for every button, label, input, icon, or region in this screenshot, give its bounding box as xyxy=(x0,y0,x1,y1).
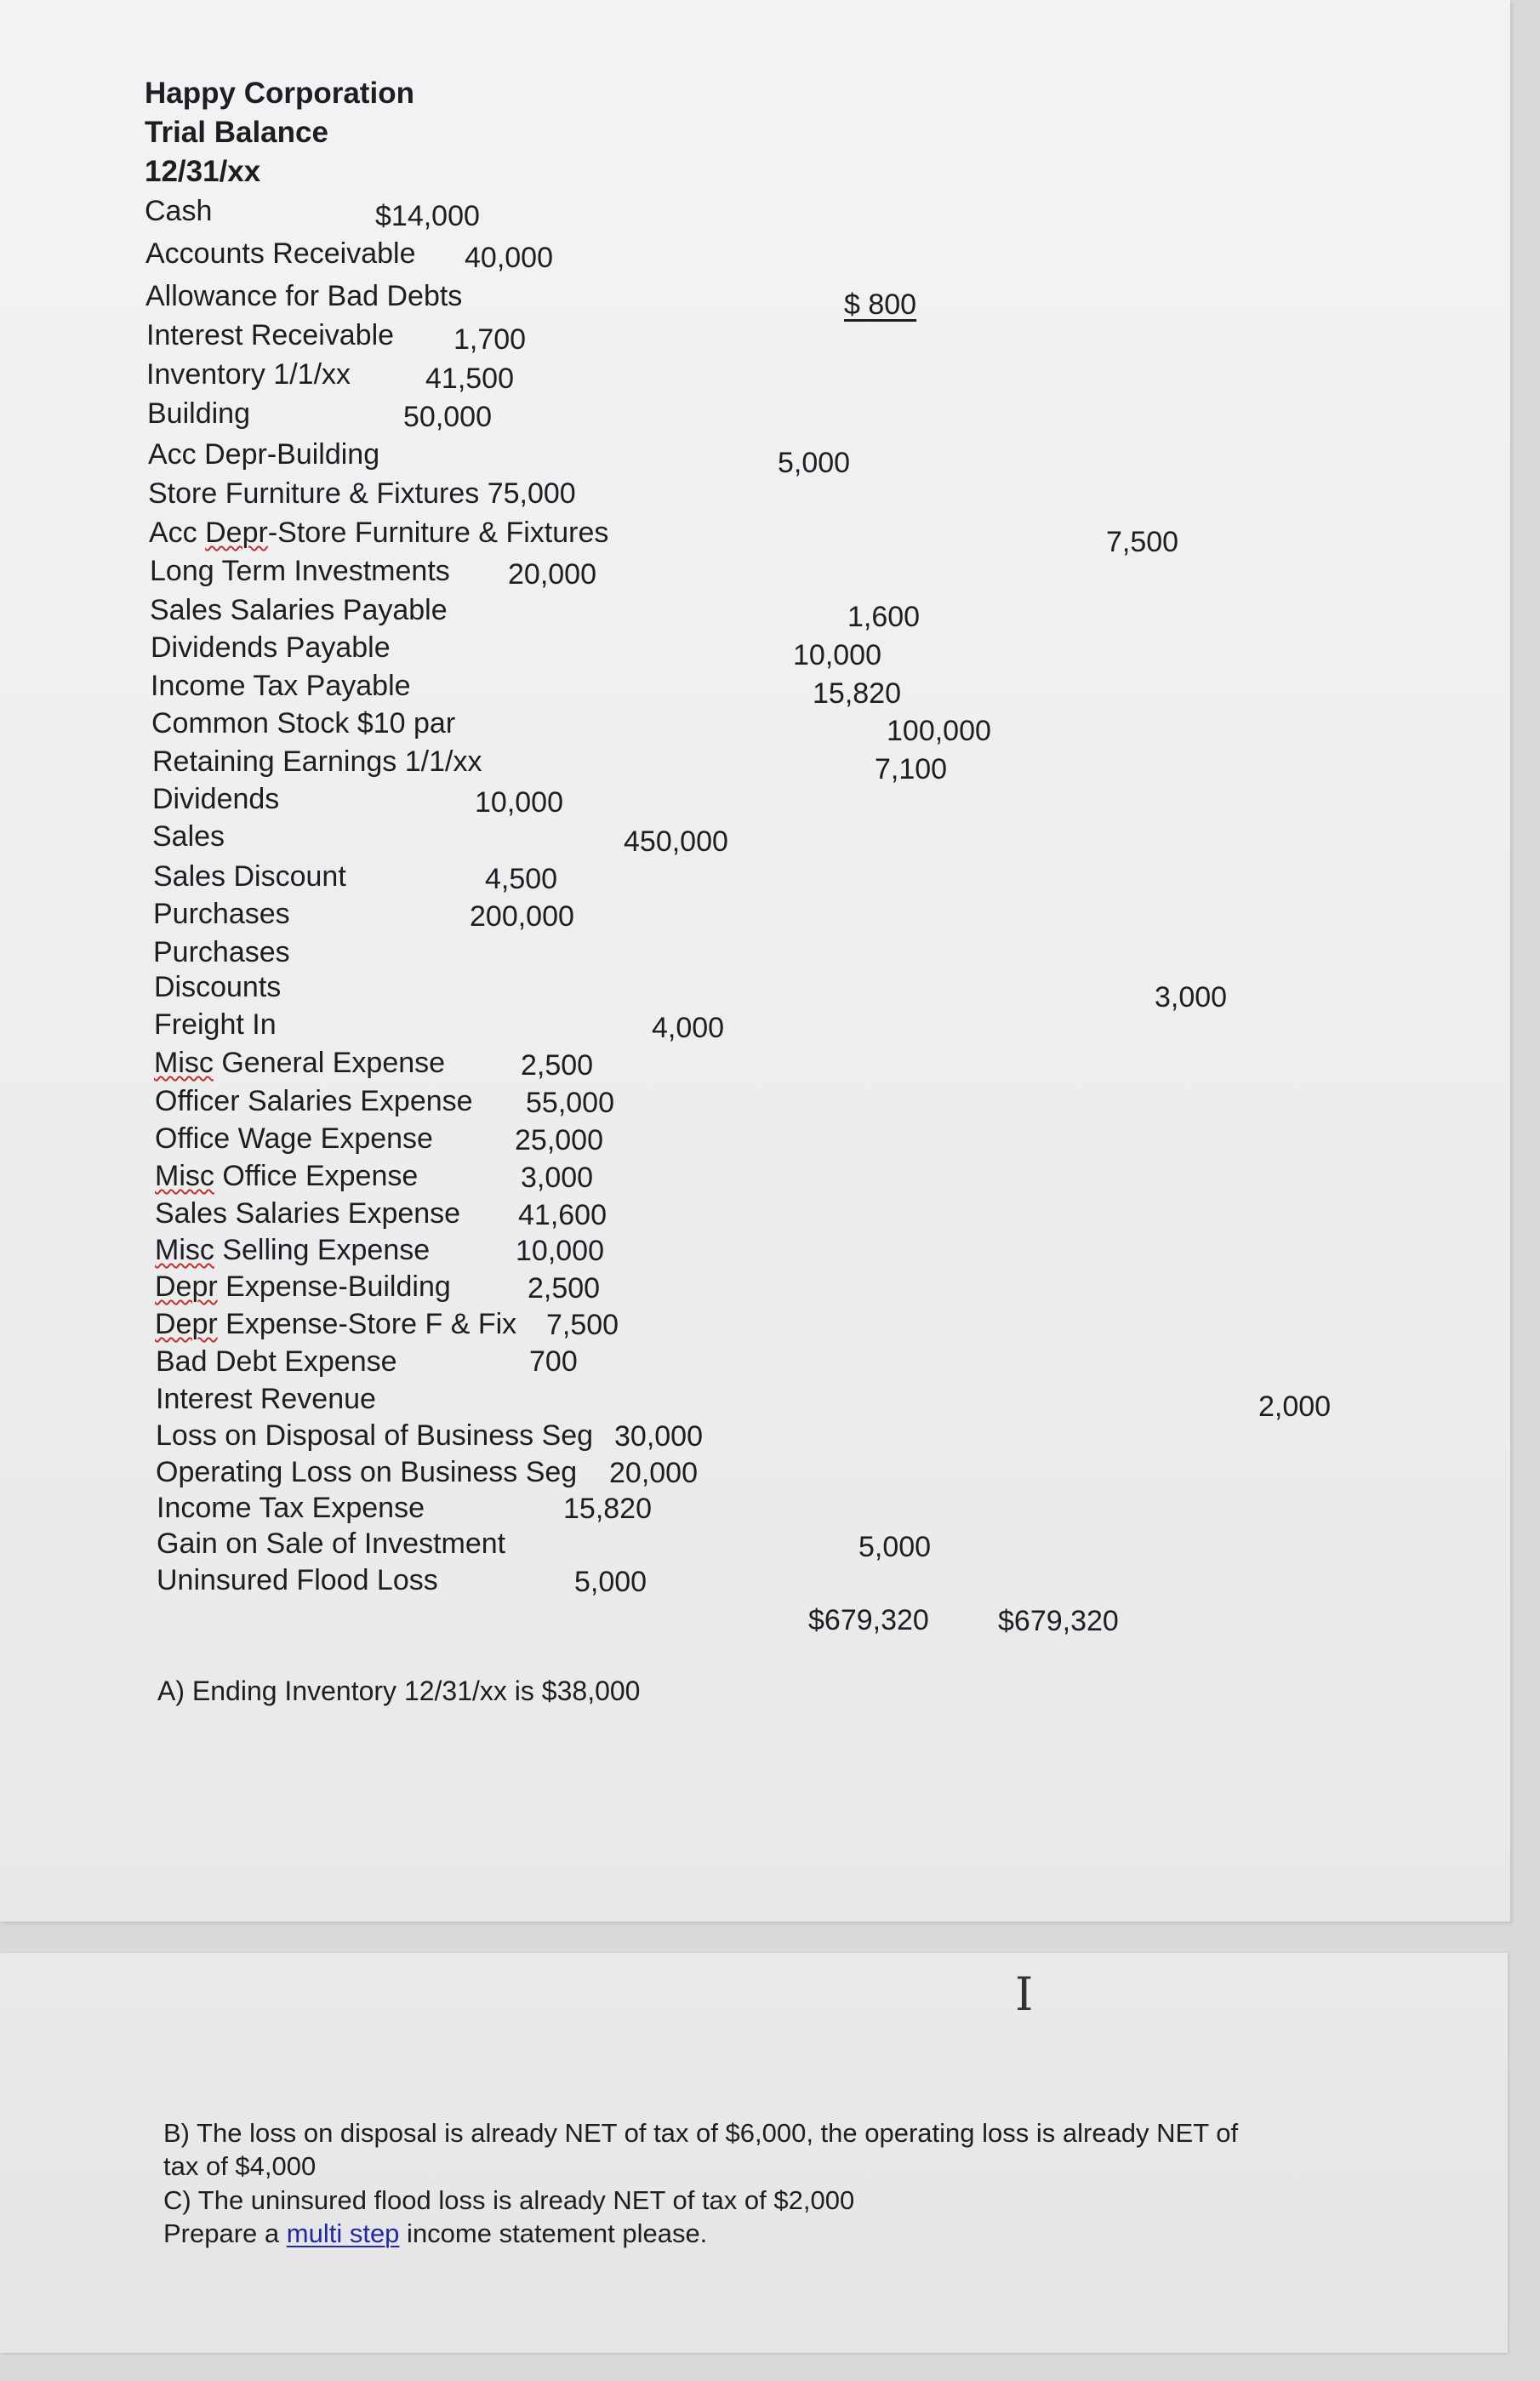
row-amount: 3,000 xyxy=(1155,981,1228,1013)
row-name: Dividends Payable xyxy=(151,631,391,664)
row-name: Bad Debt Expense xyxy=(156,1345,397,1378)
row-amount: 7,500 xyxy=(546,1309,619,1341)
row-name-text: Store Furniture & Fixtures xyxy=(148,477,480,510)
row-name: Income Tax Expense xyxy=(157,1492,425,1524)
row-amount: 50,000 xyxy=(403,401,492,433)
row-amount: 20,000 xyxy=(508,558,596,591)
row-name: Acc Depr-Building xyxy=(148,438,380,471)
spellcheck-word: Depr xyxy=(205,517,268,549)
row-amount: 2,000 xyxy=(1258,1390,1332,1423)
row-name: Dividends xyxy=(152,783,280,815)
row-name: Gain on Sale of Investment xyxy=(157,1527,506,1560)
row-amount: 10,000 xyxy=(516,1235,604,1267)
row-name: Building xyxy=(147,397,250,430)
note-c: C) The uninsured flood loss is already NET of tax of $2,000 xyxy=(163,2185,855,2215)
row-amount: 7,500 xyxy=(1106,526,1179,558)
row-amount: 5,000 xyxy=(574,1566,647,1598)
row-amount: 25,000 xyxy=(515,1124,603,1156)
note-b-line2: tax of $4,000 xyxy=(163,2151,317,2181)
row-amount: 4,000 xyxy=(652,1012,725,1044)
row-name: Allowance for Bad Debts xyxy=(145,280,463,312)
row-name: Freight In xyxy=(154,1008,277,1041)
row-amount: 1,700 xyxy=(453,323,527,356)
instruction-line xyxy=(163,2217,707,2251)
spellcheck-word: Misc xyxy=(155,1234,214,1266)
row-amount: $14,000 xyxy=(375,200,480,232)
row-amount: 30,000 xyxy=(614,1420,703,1453)
row-name: Cash xyxy=(145,195,213,227)
row-amount: 10,000 xyxy=(475,786,563,819)
row-amount: 5,000 xyxy=(858,1531,932,1563)
row-amount: 20,000 xyxy=(609,1457,698,1489)
row-amount: 75,000 xyxy=(487,477,576,510)
row-name-text: Expense-Building xyxy=(217,1270,451,1303)
row-name: Discounts xyxy=(154,971,282,1003)
row-name xyxy=(155,1270,451,1304)
row-name: Long Term Investments xyxy=(150,555,450,587)
row-name xyxy=(155,1159,418,1193)
row-name: Uninsured Flood Loss xyxy=(157,1564,438,1596)
row-amount: 3,000 xyxy=(521,1162,594,1194)
row-amount: 41,600 xyxy=(518,1199,607,1231)
row-name: Income Tax Payable xyxy=(151,670,411,702)
report-date: 12/31/xx xyxy=(145,155,261,188)
row-name-text: Expense-Store F & Fix xyxy=(217,1308,517,1340)
row-name: Interest Receivable xyxy=(146,319,395,351)
note-a: A) Ending Inventory 12/31/xx is $38,000 xyxy=(157,1676,641,1706)
row-name: Operating Loss on Business Seg xyxy=(156,1456,578,1488)
row-name: Retaining Earnings 1/1/xx xyxy=(152,745,482,778)
row-amount: 41,500 xyxy=(425,363,514,395)
row-name xyxy=(154,1046,445,1080)
row-name: Sales Discount xyxy=(153,860,346,893)
instructions-page xyxy=(0,1953,1508,2353)
row-name-text: Office Expense xyxy=(214,1160,419,1192)
row-name: Accounts Receivable xyxy=(145,237,416,270)
row-amount: 700 xyxy=(529,1345,578,1378)
row-name: Office Wage Expense xyxy=(155,1122,433,1155)
row-name: Officer Salaries Expense xyxy=(155,1085,473,1117)
total-debit: $679,320 xyxy=(808,1604,929,1636)
row-name: Common Stock $10 par xyxy=(151,707,456,739)
row-name xyxy=(155,1233,430,1267)
spellcheck-word: Depr xyxy=(155,1270,218,1303)
row-amount: 15,820 xyxy=(813,677,901,710)
row-amount: 1,600 xyxy=(847,601,921,633)
row-name: Inventory 1/1/xx xyxy=(146,358,351,391)
row-amount: 4,500 xyxy=(485,863,558,895)
row-amount: 7,100 xyxy=(875,753,948,785)
row-name-text: -Store Furniture & Fixtures xyxy=(267,517,609,549)
spellcheck-word: Misc xyxy=(154,1047,214,1079)
row-name xyxy=(155,1307,516,1341)
row-amount: 200,000 xyxy=(470,900,574,933)
row-amount: 55,000 xyxy=(526,1087,614,1119)
row-name: Purchases xyxy=(153,898,290,930)
row-name xyxy=(148,477,576,511)
spellcheck-word: Misc xyxy=(155,1160,214,1192)
row-amount: 2,500 xyxy=(521,1049,594,1082)
instruction-text: Prepare a xyxy=(163,2218,287,2248)
row-name: Interest Revenue xyxy=(156,1383,376,1415)
row-name: Sales Salaries Expense xyxy=(155,1197,461,1230)
company-name: Happy Corporation xyxy=(145,77,414,110)
instruction-text: income statement please. xyxy=(399,2218,708,2248)
row-amount: 10,000 xyxy=(793,639,881,671)
row-name: Loss on Disposal of Business Seg xyxy=(156,1419,594,1452)
row-amount: 15,820 xyxy=(563,1493,652,1525)
row-amount: 100,000 xyxy=(887,715,991,747)
row-name-text: General Expense xyxy=(213,1047,446,1079)
total-credit: $679,320 xyxy=(998,1605,1119,1637)
row-name-text: Selling Expense xyxy=(214,1234,431,1266)
row-amount: 450,000 xyxy=(624,825,728,858)
row-name: Sales xyxy=(152,820,225,853)
row-amount: 40,000 xyxy=(465,242,553,274)
text-cursor-icon: I xyxy=(1015,1967,1034,2021)
row-amount: 2,500 xyxy=(528,1272,601,1305)
note-b-line1: B) The loss on disposal is already NET of tax of $6,000, the operating loss is already NET of xyxy=(163,2118,1239,2148)
spellcheck-word: Depr xyxy=(155,1308,218,1340)
row-amount: 5,000 xyxy=(778,447,851,479)
row-name-text: Acc xyxy=(149,517,206,549)
row-amount: $ 800 xyxy=(844,288,917,321)
row-name: Purchases xyxy=(153,936,290,968)
row-name xyxy=(149,516,608,550)
report-title: Trial Balance xyxy=(145,116,328,149)
multi-step-link[interactable]: multi step xyxy=(286,2218,400,2248)
row-name: Sales Salaries Payable xyxy=(150,594,448,626)
